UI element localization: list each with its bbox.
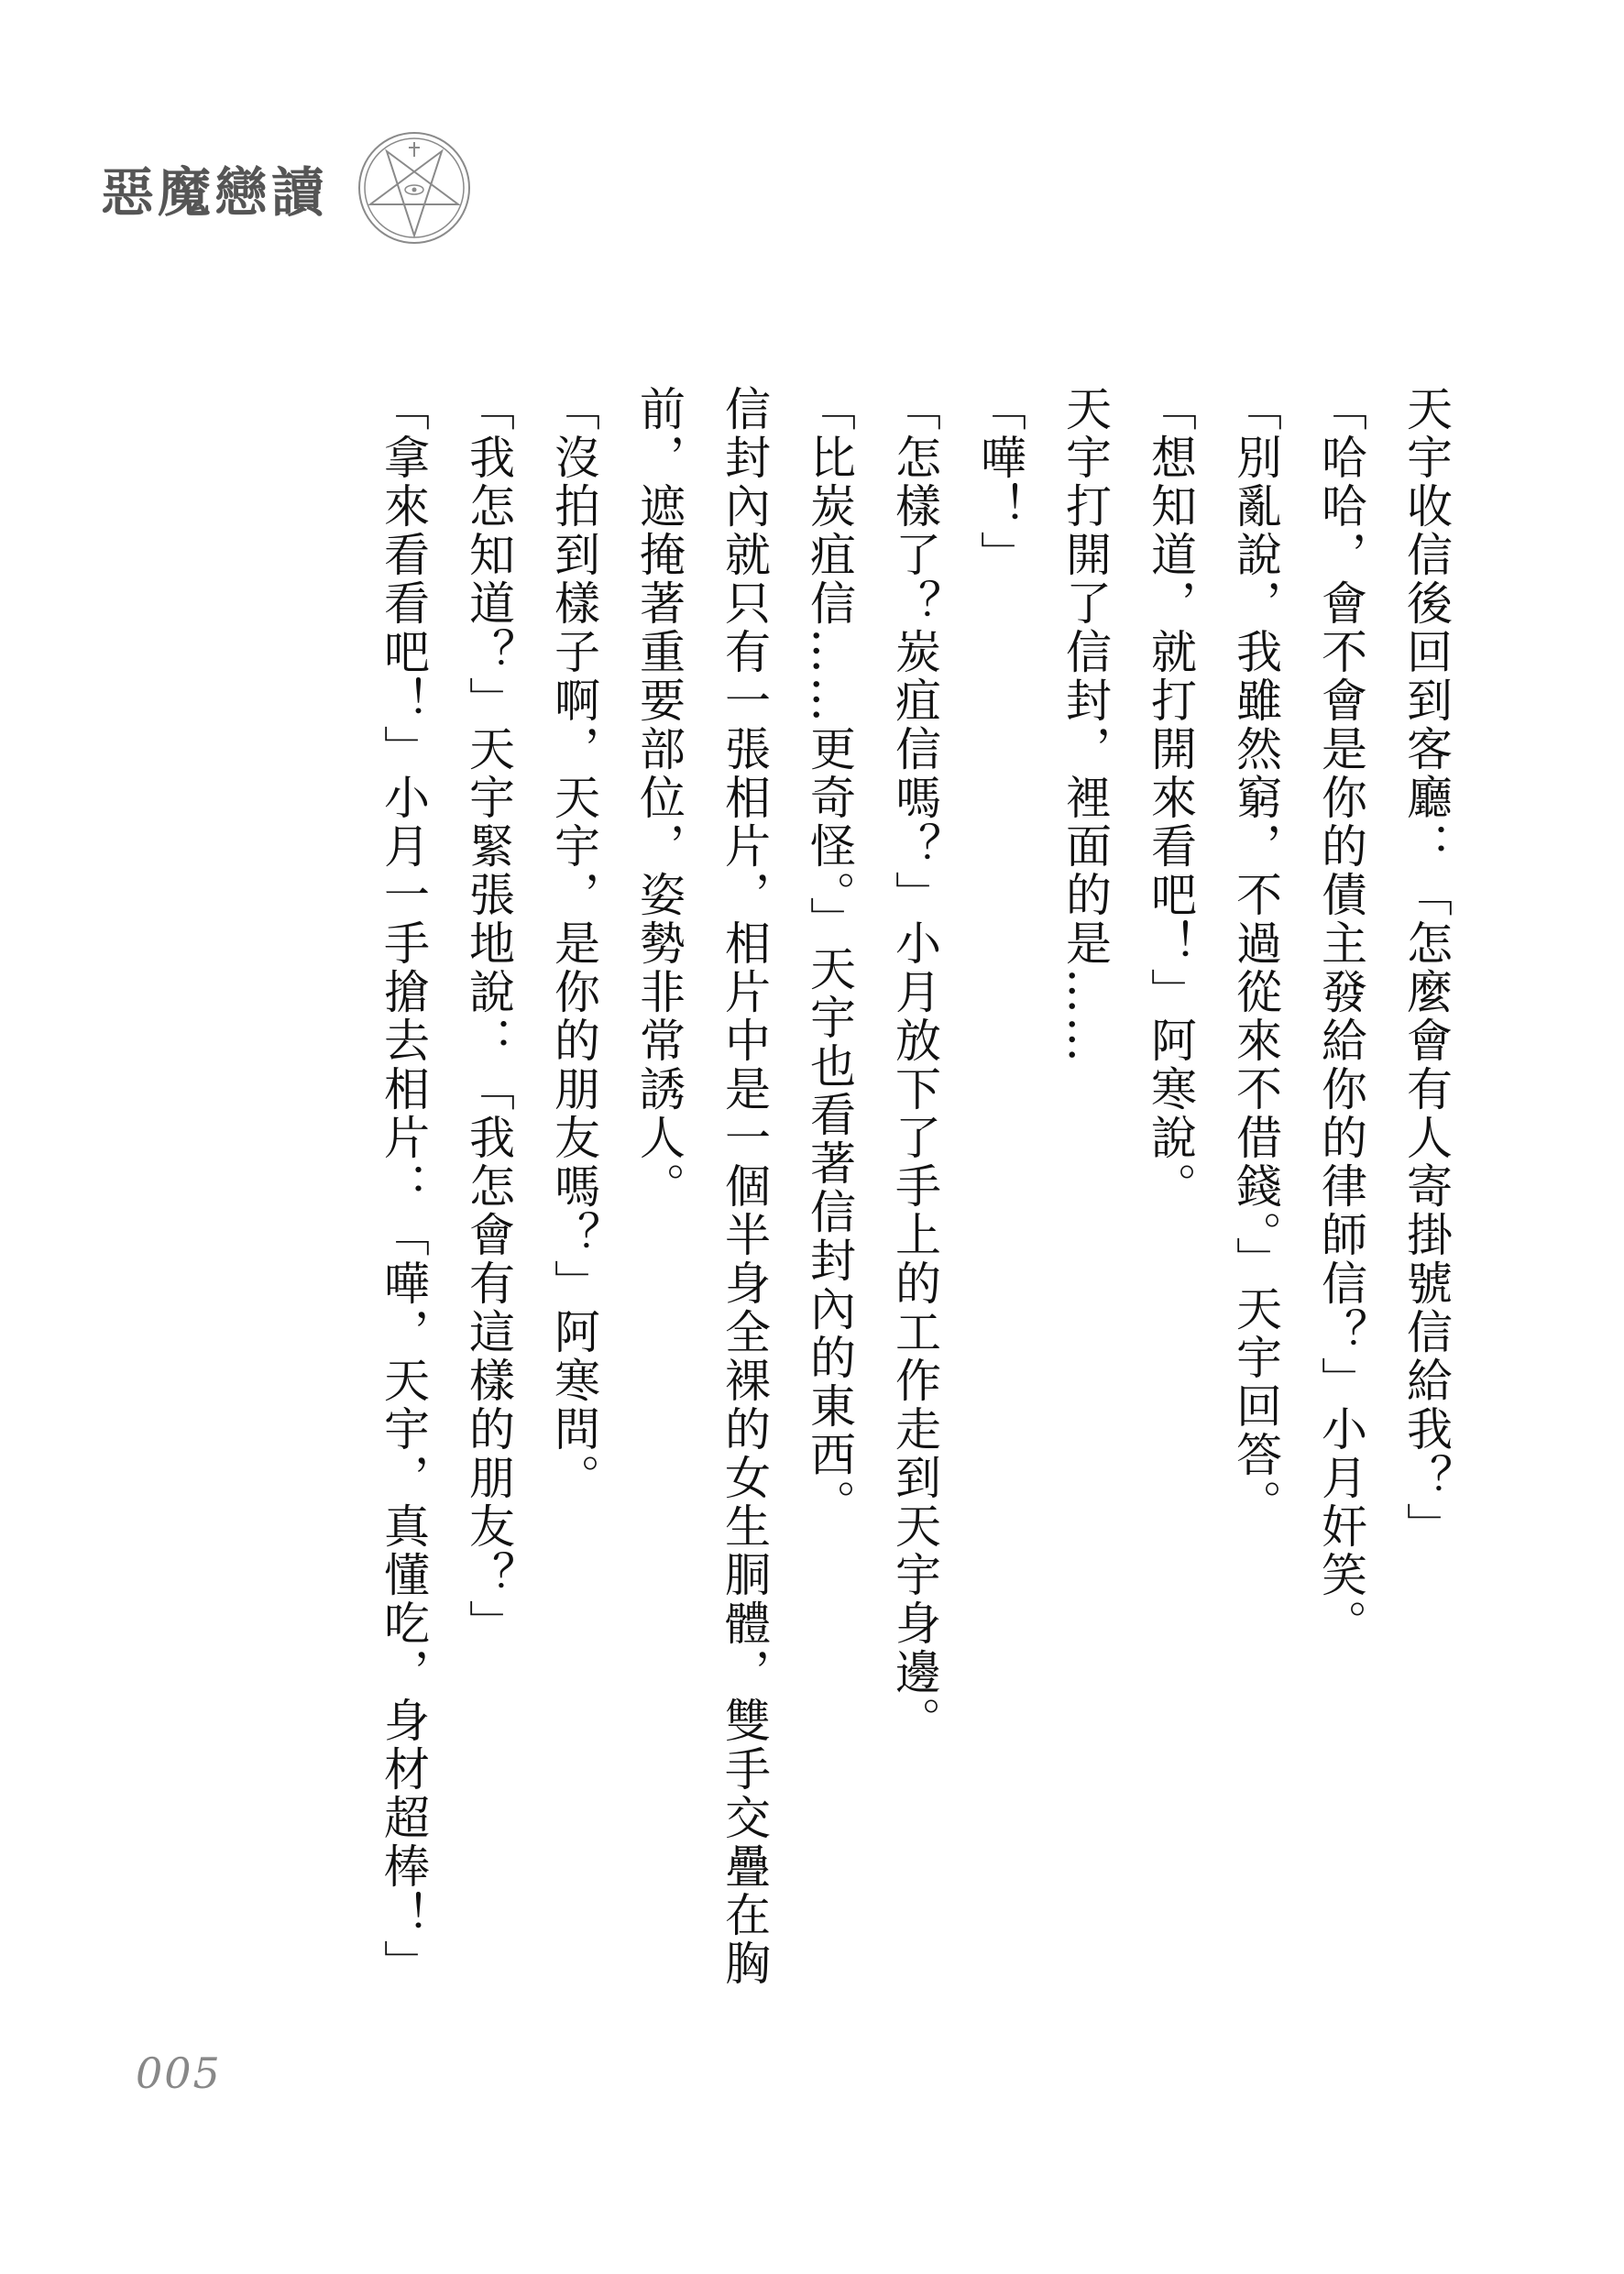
vertical-body-text [360,385,1468,2053]
paragraph: 「想知道，就打開來看吧！」阿寒說。 [1144,385,1197,1211]
paragraph: 天宇打開了信封，裡面的是…… [1059,385,1112,1065]
book-title: 惡魔戀讀 [101,161,329,224]
paragraph: 「別亂說，我雖然窮，不過從來不借錢。」天宇回答。 [1229,385,1282,1528]
page-number: 005 [136,2049,222,2098]
paragraph: 「我怎知道？」天宇緊張地說：「我怎會有這樣的朋友？」 [462,385,515,1648]
paragraph: 「哈哈，會不會是你的債主發給你的律師信？」小月奸笑。 [1314,385,1367,1648]
page-header [101,128,473,247]
paragraph: 信封內就只有一張相片，相片中是一個半身全裸的女生胴體，雙手交疊在胸前，遮掩著重要部位，姿勢非常誘人。 [632,385,771,1988]
paragraph: 「怎樣了？炭疽信嗎？」小月放下了手上的工作走到天宇身邊。 [888,385,941,1745]
pentagram-seal-icon [356,129,473,247]
paragraph: 天宇收信後回到客廳：「怎麼會有人寄掛號信給我？」 [1399,385,1453,1551]
paragraph: 「嘩！」 [973,385,1026,579]
paragraph: 「沒拍到樣子啊，天宇，是你的朋友嗎？」阿寒問。 [547,385,600,1502]
paragraph: 「比炭疽信……更奇怪。」天宇也看著信封內的東西。 [803,385,856,1528]
paragraph: 「拿來看看吧！」小月一手搶去相片：「嘩，天宇，真懂吃，身材超棒！」 [377,385,430,1988]
